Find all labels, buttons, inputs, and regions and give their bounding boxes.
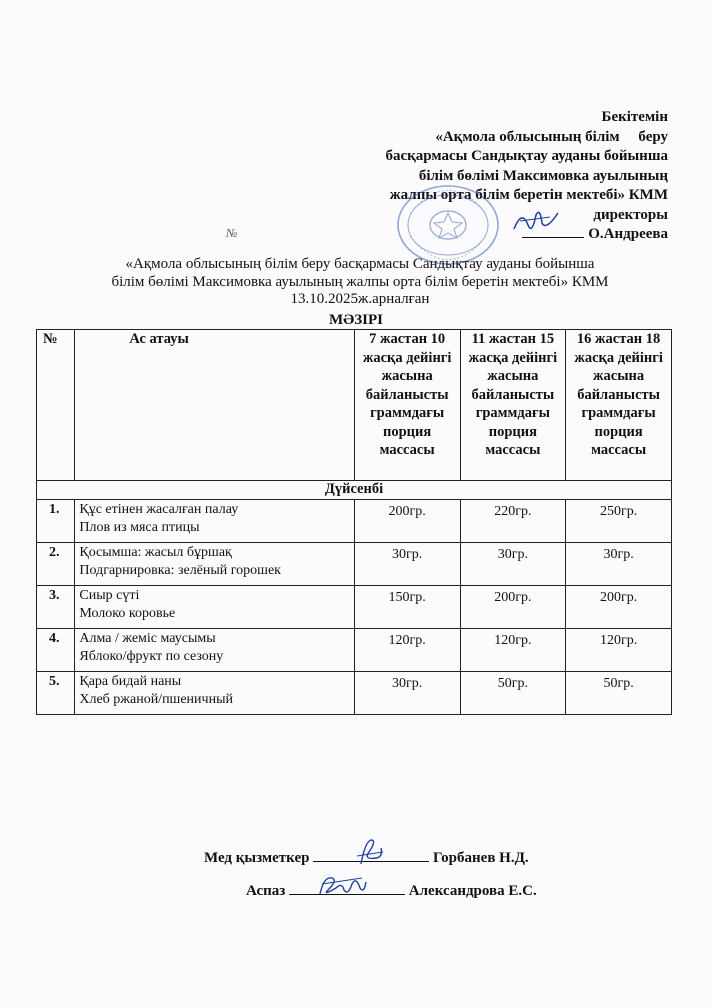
row-number: 5. (37, 672, 75, 715)
nurse-name: Горбанев Н.Д. (432, 850, 529, 866)
dish-name-kz: Қосымша: жасыл бұршақ (79, 545, 232, 560)
dish-name-ru: Плов из мяса птицы (79, 520, 200, 535)
dish-name-kz: Алма / жеміс маусымы (79, 631, 216, 646)
table-header-row (37, 330, 672, 481)
portion-7-10: 120гр. (354, 629, 460, 672)
portion-7-10: 30гр. (354, 672, 460, 715)
row-number: 1. (37, 500, 75, 543)
header-num: № (37, 330, 75, 481)
dish-name-kz: Сиыр сүті (79, 588, 140, 603)
portion-11-15: 50гр. (460, 672, 566, 715)
nurse-label: Мед қызметкер (204, 850, 310, 866)
table-row (37, 672, 672, 715)
school-stamp (396, 184, 500, 266)
dish-name (75, 672, 354, 715)
dish-name-ru: Яблоко/фрукт по сезону (79, 649, 224, 664)
portion-11-15: 120гр. (460, 629, 566, 672)
table-row (37, 629, 672, 672)
header-line: «Ақмола облысының білім беру басқармасы Сандықтау ауданы бойынша (125, 256, 595, 272)
day-row (37, 481, 672, 500)
dish-name-kz: Қара бидай наны (79, 674, 182, 689)
portion-7-10: 200гр. (354, 500, 460, 543)
header-age-16-18: 16 жастан 18 жасқа дейінгі жасына байланысты граммдағы порция массасы (566, 330, 672, 481)
portion-16-18: 50гр. (566, 672, 672, 715)
portion-16-18: 120гр. (566, 629, 672, 672)
dish-name-kz: Құс етінен жасалған палау (79, 502, 239, 517)
dish-name (75, 629, 354, 672)
dish-name-ru: Молоко коровье (79, 606, 176, 621)
document-header (60, 256, 660, 309)
approval-line: Бекітемін (601, 109, 668, 125)
nurse-signature-icon (355, 836, 385, 868)
director-signature-icon (510, 205, 562, 235)
portion-16-18: 250гр. (566, 500, 672, 543)
header-age-7-10: 7 жастан 10 жасқа дейінгі жасына байланысты граммдағы порция массасы (354, 330, 460, 481)
dish-name (75, 500, 354, 543)
table-row (37, 543, 672, 586)
portion-7-10: 150гр. (354, 586, 460, 629)
portion-11-15: 30гр. (460, 543, 566, 586)
portion-11-15: 220гр. (460, 500, 566, 543)
cook-signature-line (246, 881, 537, 900)
row-number: 4. (37, 629, 75, 672)
header-dish-name: Ас атауы (75, 330, 354, 481)
portion-11-15: 200гр. (460, 586, 566, 629)
table-row (37, 500, 672, 543)
header-age-11-15: 11 жастан 15 жасқа дейінгі жасына байланысты граммдағы порция массасы (460, 330, 566, 481)
header-line: білім бөлімі Максимовка ауылының жалпы орта білім беретін мектебі» КММ (111, 273, 609, 290)
menu-table (36, 329, 672, 715)
approval-line: жалпы орта білім беретін мектебі» КММ (389, 187, 668, 203)
cook-name: Александрова Е.С. (408, 883, 537, 899)
header-date: 13.10.2025ж.арналған (290, 291, 430, 307)
dish-name (75, 543, 354, 586)
menu-title: МӘЗІРІ (329, 312, 383, 328)
row-number: 2. (37, 543, 75, 586)
day-label: Дүйсенбі (37, 481, 672, 500)
approval-line: директоры (593, 206, 668, 223)
portion-7-10: 30гр. (354, 543, 460, 586)
row-number: 3. (37, 586, 75, 629)
portion-16-18: 30гр. (566, 543, 672, 586)
approval-line: басқармасы Сандықтау ауданы бойынша (385, 148, 668, 164)
portion-16-18: 200гр. (566, 586, 672, 629)
director-name: О.Андреева (588, 226, 668, 242)
approval-line: «Ақмола облысының білім беру (435, 128, 668, 145)
dish-name (75, 586, 354, 629)
approval-line: білім бөлімі Максимовка ауылының (418, 167, 668, 184)
dish-name-ru: Хлеб ржаной/пшеничный (79, 692, 233, 707)
dish-name-ru: Подгарнировка: зелёный горошек (79, 563, 281, 578)
cook-label: Аспаз (246, 883, 286, 899)
cook-signature-icon (316, 868, 368, 900)
small-mark: № (226, 226, 238, 240)
table-row (37, 586, 672, 629)
